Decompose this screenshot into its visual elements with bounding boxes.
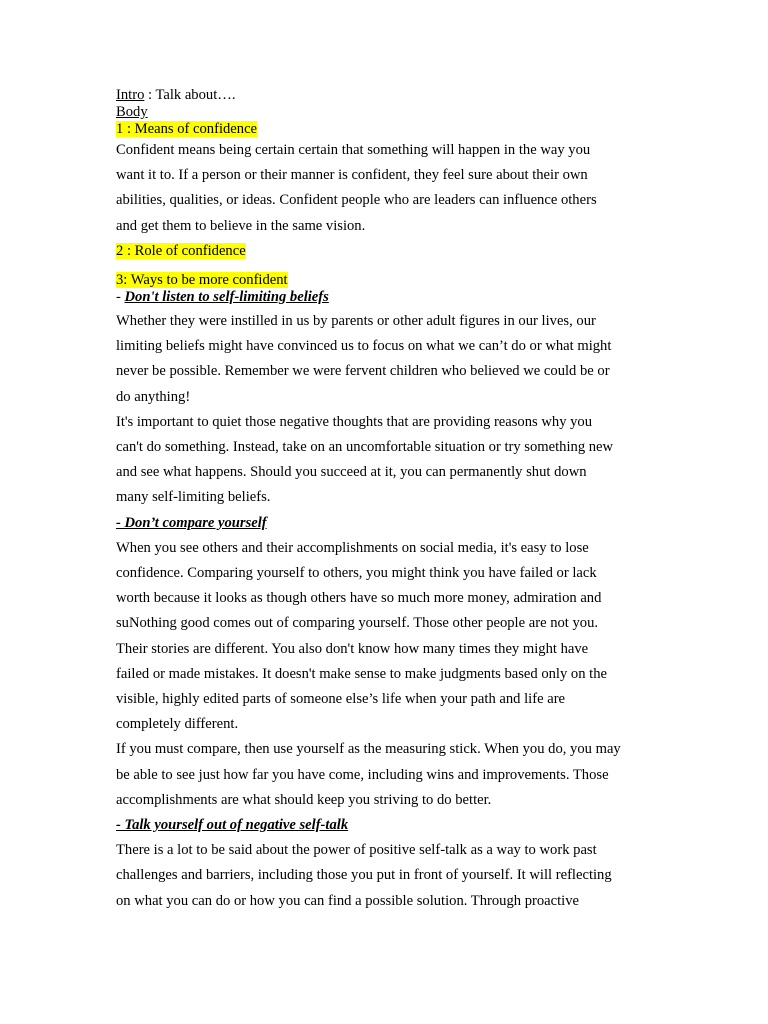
text-line: Confident means being certain certain that something will happen in the way you	[116, 142, 591, 158]
spacer	[116, 264, 656, 272]
paragraph-compare-2	[116, 737, 656, 813]
section-heading-ways	[116, 272, 656, 289]
paragraph-confidence-definition	[116, 138, 656, 239]
text-line: limiting beliefs might have convinced us to focus on what we can’t do or what might	[116, 338, 612, 355]
text-line: When you see others and their accomplishments on social media, it's easy to lose	[116, 539, 589, 556]
body-label: Body	[116, 104, 148, 120]
subheading-dash: -	[116, 289, 125, 306]
text-line: suNothing good comes out of comparing yourself. Those other people are not you.	[116, 615, 599, 632]
text-line: be able to see just how far you have come, including wins and improvements. Those	[116, 766, 609, 783]
text-line: Whether they were instilled in us by parents or other adult figures in our lives, our	[116, 313, 596, 330]
section-ways-text: 3: Ways to be more confident	[116, 272, 288, 289]
text-line: There is a lot to be said about the power of positive self-talk as a way to work past	[116, 842, 597, 859]
section-means-text: 1 : Means of confidence	[116, 121, 258, 137]
text-line: do anything!	[116, 388, 191, 405]
text-line: and see what happens. Should you succeed at it, you can permanently shut down	[116, 464, 587, 481]
section-heading-role	[116, 239, 656, 264]
intro-text: : Talk about….	[144, 87, 236, 103]
paragraph-beliefs-1	[116, 309, 656, 410]
paragraph-beliefs-2	[116, 410, 656, 511]
subheading-negative-self-talk	[116, 813, 656, 838]
text-line: many self-limiting beliefs.	[116, 489, 271, 506]
text-line: confidence. Comparing yourself to others, you might think you have failed or lack	[116, 565, 597, 582]
text-line: It's important to quiet those negative thoughts that are providing reasons why you	[116, 413, 593, 430]
text-line: If you must compare, then use yourself as the measuring stick. When you do, you may	[116, 741, 621, 758]
text-line: accomplishments are what should keep you striving to do better.	[116, 791, 492, 808]
body-heading	[116, 104, 656, 121]
text-line: Their stories are different. You also don't know how many times they might have	[116, 640, 589, 657]
text-line: abilities, qualities, or ideas. Confident people who are leaders can influence others	[116, 192, 597, 209]
subheading-dont-compare	[116, 511, 656, 536]
subheading-compare-text: - Don’t compare yourself	[116, 514, 267, 531]
text-line: visible, highly edited parts of someone else’s life when your path and life are	[116, 691, 566, 708]
intro-label: Intro	[116, 87, 145, 103]
subheading-beliefs-text: Don't listen to self-limiting beliefs	[124, 289, 329, 306]
document-page	[116, 87, 656, 914]
text-line: failed or made mistakes. It doesn't make sense to make judgments based only on the	[116, 665, 607, 682]
paragraph-self-talk	[116, 838, 656, 914]
subheading-self-limiting-beliefs	[116, 289, 656, 306]
text-line: can't do something. Instead, take on an uncomfortable situation or try something new	[116, 439, 614, 456]
text-line: want it to. If a person or their manner is confident, they feel sure about their own	[116, 167, 588, 184]
intro-line	[116, 87, 656, 104]
subheading-selftalk-text: - Talk yourself out of negative self-talk	[116, 817, 349, 834]
text-line: and get them to believe in the same vision.	[116, 217, 366, 234]
text-line: never be possible. Remember we were fervent children who believed we could be or	[116, 363, 610, 380]
text-line: on what you can do or how you can find a possible solution. Through proactive	[116, 892, 579, 909]
text-line: completely different.	[116, 716, 239, 733]
text-line: challenges and barriers, including those you put in front of yourself. It will reflecting	[116, 867, 612, 884]
text-line: worth because it looks as though others have so much more money, admiration and	[116, 590, 602, 607]
section-heading-means	[116, 121, 656, 138]
paragraph-compare-1	[116, 536, 656, 738]
section-role-text: 2 : Role of confidence	[116, 242, 246, 259]
